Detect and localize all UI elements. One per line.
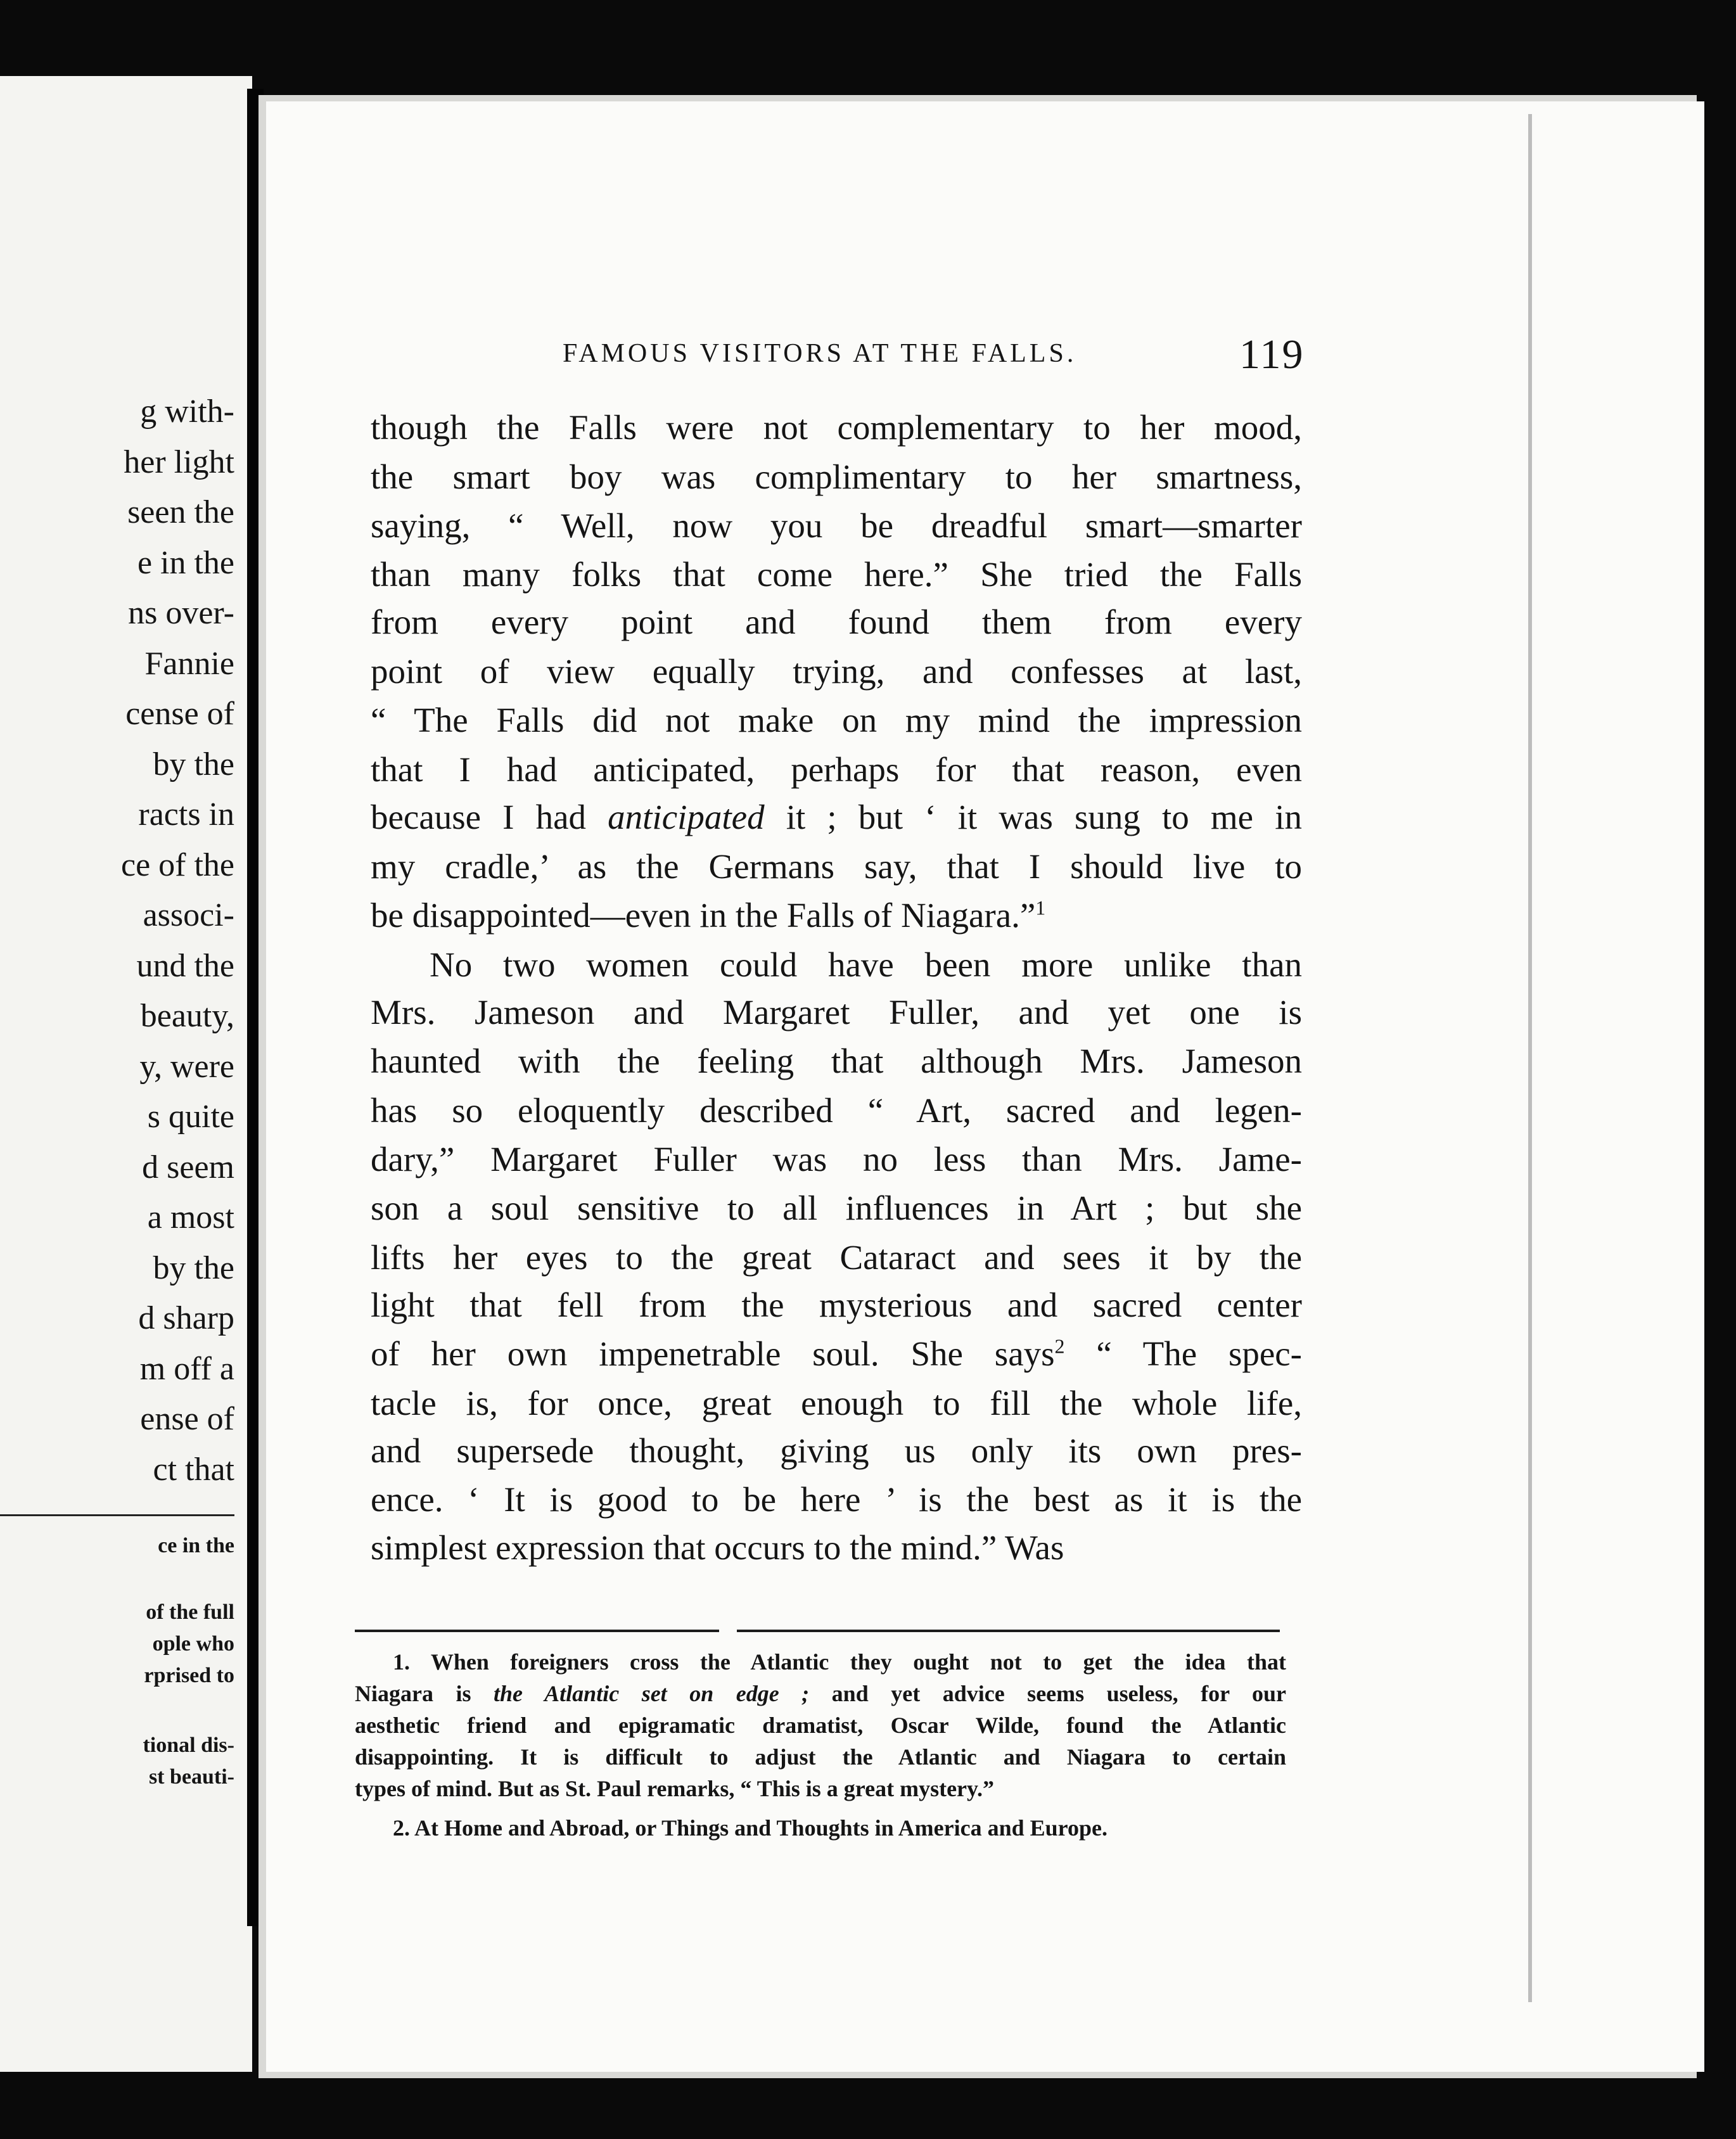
facing-page-line: seen the bbox=[127, 494, 234, 530]
footnote-reference bbox=[1035, 897, 1045, 919]
running-head: FAMOUS VISITORS AT THE FALLS. bbox=[563, 339, 1077, 368]
line-text: has so eloquently described “ Art, sacred and legen- bbox=[371, 1091, 1302, 1130]
line-text: types of mind. But as St. Paul remarks, “ This is a great mystery.” bbox=[355, 1776, 995, 1801]
body-line bbox=[371, 1089, 1302, 1133]
body-line bbox=[371, 795, 1302, 840]
line-text: lifts her eyes to the great Cataract and sees it by the bbox=[371, 1238, 1302, 1277]
facing-page-line: associ- bbox=[143, 897, 234, 933]
footnote-rule-gap bbox=[719, 1628, 737, 1633]
footnote-line bbox=[355, 1741, 1286, 1773]
page-edge-line bbox=[1528, 114, 1532, 2002]
line-text: point of view equally trying, and confesses at last, bbox=[371, 652, 1302, 691]
facing-page-line: e in the bbox=[137, 544, 234, 581]
body-line bbox=[371, 1137, 1302, 1182]
body-line bbox=[371, 1039, 1302, 1083]
line-text: the smart boy was complimentary to her smartness, bbox=[371, 457, 1302, 496]
facing-page-footnote-line: tional dis- bbox=[143, 1734, 234, 1757]
body-line bbox=[430, 943, 1302, 987]
body-line bbox=[371, 893, 1302, 938]
line-text: Niagara is bbox=[355, 1681, 494, 1706]
facing-page-line: y, were bbox=[139, 1048, 234, 1085]
footnote-line bbox=[355, 1709, 1286, 1741]
line-text: and yet advice seems useless, for our bbox=[809, 1681, 1286, 1706]
line-text: disappointing. It is difficult to adjust the Atlantic and Niagara to certain bbox=[355, 1744, 1286, 1770]
line-text: aesthetic friend and epigramatic dramatist, Oscar Wilde, found the Atlantic bbox=[355, 1713, 1286, 1738]
facing-page-line: by the bbox=[153, 746, 234, 782]
facing-page-line: her light bbox=[124, 444, 234, 480]
line-text: tacle is, for once, great enough to fill the whole life, bbox=[371, 1384, 1302, 1422]
body-line bbox=[371, 1332, 1302, 1376]
facing-page-line: m off a bbox=[139, 1350, 234, 1387]
line-text: son a soul sensitive to all influences in Art ; but she bbox=[371, 1189, 1302, 1227]
page-number: 119 bbox=[1239, 331, 1305, 378]
line-text: “ The spec- bbox=[1064, 1334, 1302, 1373]
facing-page-footnote-line: st beauti- bbox=[148, 1765, 234, 1789]
line-text: though the Falls were not complementary to her mood, bbox=[371, 408, 1302, 447]
footnote-line bbox=[393, 1812, 1286, 1844]
line-text: 2. At Home and Abroad, or Things and Thoughts in America and Europe. bbox=[393, 1815, 1107, 1841]
line-text: and supersede thought, giving us only its own pres- bbox=[371, 1431, 1302, 1470]
body-line bbox=[371, 504, 1302, 548]
body-line bbox=[371, 649, 1302, 694]
facing-page-line: ense of bbox=[140, 1401, 234, 1437]
facing-page-line: d seem bbox=[142, 1149, 234, 1185]
facing-page-line: ct that bbox=[153, 1451, 234, 1488]
facing-page-line: racts in bbox=[138, 796, 234, 833]
italic-text: the Atlantic set on edge ; bbox=[494, 1681, 810, 1706]
facing-page-line: ns over- bbox=[128, 595, 234, 631]
line-text: because I had bbox=[371, 798, 608, 836]
facing-page-line: a most bbox=[147, 1199, 234, 1236]
line-text: “ The Falls did not make on my mind the impression bbox=[371, 701, 1302, 739]
footnote-rule bbox=[355, 1630, 1280, 1632]
line-text: 1. When foreigners cross the Atlantic they ought not to get the idea that bbox=[393, 1649, 1286, 1675]
body-line bbox=[371, 1283, 1302, 1327]
body-line bbox=[371, 990, 1302, 1035]
line-text: No two women could have been more unlike than bbox=[430, 945, 1302, 984]
line-text: my cradle,’ as the Germans say, that I should live to bbox=[371, 847, 1302, 886]
body-line bbox=[371, 600, 1302, 644]
body-line bbox=[371, 455, 1302, 499]
line-text: saying, “ Well, now you be dreadful smart—smarter bbox=[371, 506, 1302, 545]
footnote-line bbox=[393, 1646, 1286, 1678]
scan-background-edge bbox=[1704, 127, 1736, 2066]
line-text: be disappointed—even in the Falls of Niagara.” bbox=[371, 896, 1036, 935]
facing-page-line: d sharp bbox=[138, 1300, 234, 1336]
facing-page-line: s quite bbox=[147, 1099, 234, 1135]
footnote-line bbox=[355, 1678, 1286, 1709]
facing-page-line: und the bbox=[136, 947, 234, 984]
body-line bbox=[371, 1186, 1302, 1230]
facing-page-line: cense of bbox=[125, 696, 234, 732]
line-text: from every point and found them from every bbox=[371, 603, 1302, 641]
footnote-line bbox=[355, 1773, 1286, 1804]
body-line bbox=[371, 698, 1302, 743]
facing-page-line: Fannie bbox=[144, 645, 234, 682]
line-text: ence. ‘ It is good to be here ’ is the best as it is the bbox=[371, 1480, 1302, 1519]
body-line bbox=[371, 1429, 1302, 1473]
line-text: dary,” Margaret Fuller was no less than Mrs. Jame- bbox=[371, 1140, 1302, 1178]
body-line bbox=[371, 1236, 1302, 1280]
body-line bbox=[371, 748, 1302, 792]
facing-page-footnote-line: rprised to bbox=[144, 1664, 234, 1687]
body-line bbox=[371, 552, 1302, 597]
body-line bbox=[371, 1526, 1302, 1570]
body-line bbox=[371, 405, 1302, 450]
facing-page-line: g with- bbox=[140, 393, 234, 430]
footnote-marker: 1 bbox=[1035, 896, 1046, 919]
facing-page-footnote-line: ce in the bbox=[158, 1534, 234, 1557]
italic-text: anticipated bbox=[608, 798, 765, 836]
facing-page-footnote-line: ople who bbox=[152, 1632, 234, 1656]
footnote-reference: 2 bbox=[1054, 1334, 1065, 1358]
facing-page-footnote-line: of the full bbox=[146, 1600, 234, 1624]
line-text: haunted with the feeling that although Mrs. Jameson bbox=[371, 1042, 1302, 1080]
line-text: than many folks that come here.” She tried the Falls bbox=[371, 555, 1302, 594]
line-text: Mrs. Jameson and Margaret Fuller, and yet one is bbox=[371, 993, 1302, 1031]
line-text: light that fell from the mysterious and sacred center bbox=[371, 1286, 1302, 1324]
facing-page bbox=[0, 76, 252, 2072]
body-line bbox=[371, 1381, 1302, 1426]
body-line bbox=[371, 845, 1302, 889]
facing-page-footnote-rule bbox=[0, 1514, 234, 1516]
facing-page-line: ce of the bbox=[120, 846, 234, 883]
facing-page-line: beauty, bbox=[140, 998, 234, 1034]
line-text: of her own impenetrable soul. She says bbox=[371, 1334, 1055, 1373]
facing-page-line: by the bbox=[153, 1249, 234, 1286]
line-text: it ; but ‘ it was sung to me in bbox=[764, 798, 1302, 836]
line-text: simplest expression that occurs to the mind.” Was bbox=[371, 1528, 1064, 1567]
body-line bbox=[371, 1478, 1302, 1522]
line-text: that I had anticipated, perhaps for that reason, even bbox=[371, 750, 1302, 789]
